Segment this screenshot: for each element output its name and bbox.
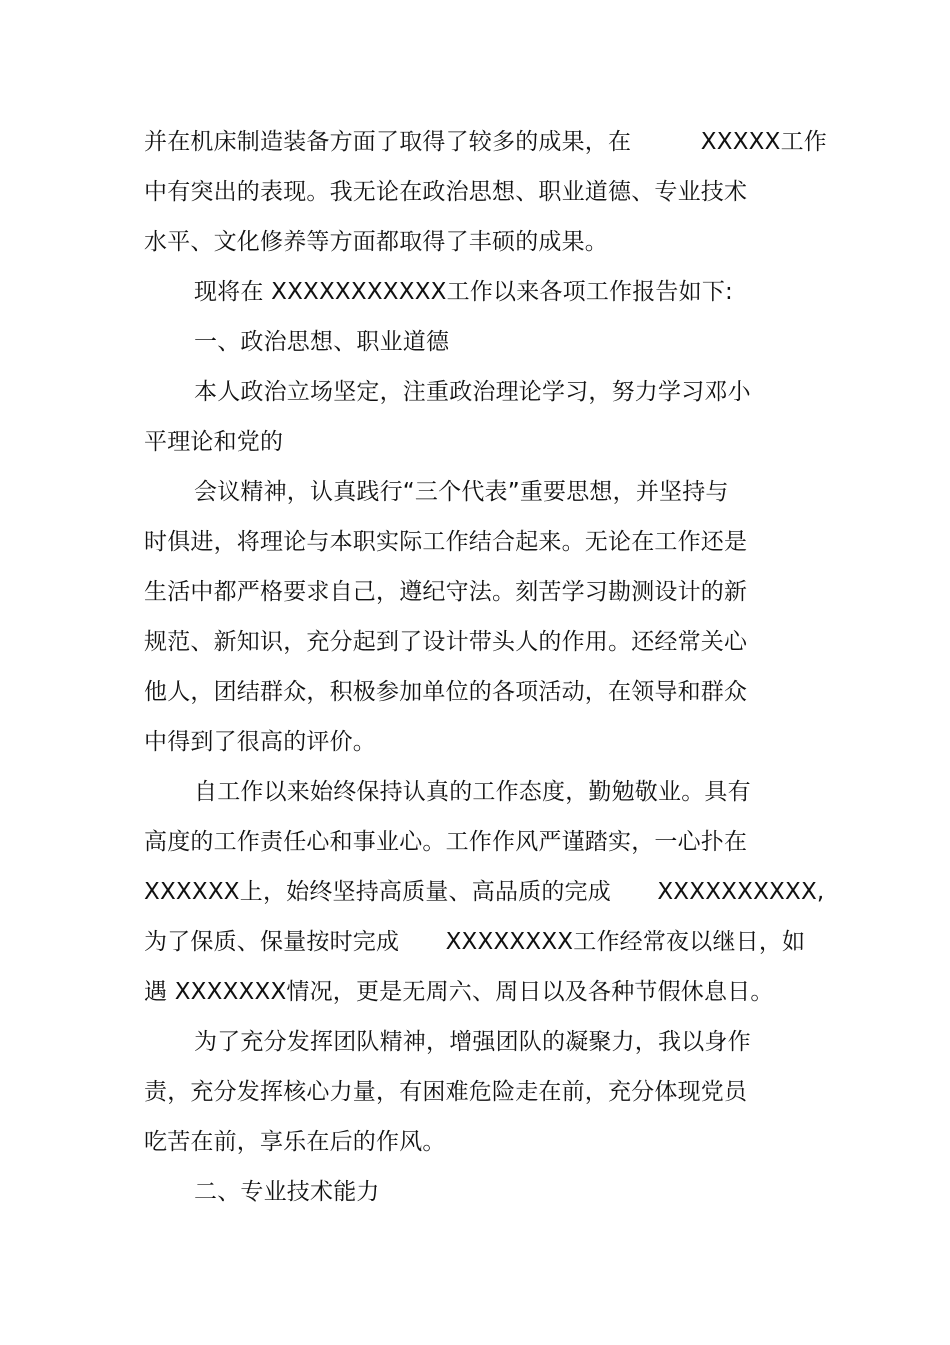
body-line: 遇 XXXXXXX情况，更是无周六、周日以及各种节假休息日。 [144, 979, 774, 1005]
body-line: 平理论和党的 [144, 429, 284, 455]
body-line: 规范、新知识，充分起到了设计带头人的作用。还经常关心 [144, 629, 748, 655]
body-line: 中得到了很高的评价。 [144, 729, 376, 755]
body-line: 为了充分发挥团队精神，增强团队的凝聚力，我以身作 [194, 1029, 751, 1055]
body-line: 高度的工作责任心和事业心。工作作风严谨踏实，一心扑在 [144, 829, 748, 855]
body-line: 自工作以来始终保持认真的工作态度，勤勉敬业。具有 [194, 779, 751, 805]
body-line: 会议精神，认真践行“三个代表”重要思想，并坚持与 [194, 479, 729, 505]
body-line: 他人，团结群众，积极参加单位的各项活动，在领导和群众 [144, 679, 748, 705]
body-line: 责，充分发挥核心力量，有困难危险走在前，充分体现党员 [144, 1079, 748, 1105]
section-heading: 二、专业技术能力 [194, 1179, 380, 1205]
body-line: 吃苦在前，享乐在后的作风。 [144, 1129, 446, 1155]
section-heading: 一、政治思想、职业道德 [194, 329, 450, 355]
body-line: 本人政治立场坚定，注重政治理论学习，努力学习邓小 [194, 379, 751, 405]
body-line: 并在机床制造装备方面了取得了较多的成果，在 XXXXX工作 [144, 129, 827, 155]
body-line: 水平、文化修养等方面都取得了丰硕的成果。 [144, 229, 608, 255]
body-line: XXXXXX上，始终坚持高质量、高品质的完成 XXXXXXXXXX, [144, 879, 825, 905]
body-line: 生活中都严格要求自己，遵纪守法。刻苦学习勘测设计的新 [144, 579, 748, 605]
body-line: 中有突出的表现。我无论在政治思想、职业道德、专业技术 [144, 179, 748, 205]
body-line: 时俱进，将理论与本职实际工作结合起来。无论在工作还是 [144, 529, 748, 555]
body-line: 为了保质、保量按时完成 XXXXXXXX工作经常夜以继日，如 [144, 929, 806, 955]
body-line: 现将在 XXXXXXXXXXX工作以来各项工作报告如下: [194, 279, 733, 305]
